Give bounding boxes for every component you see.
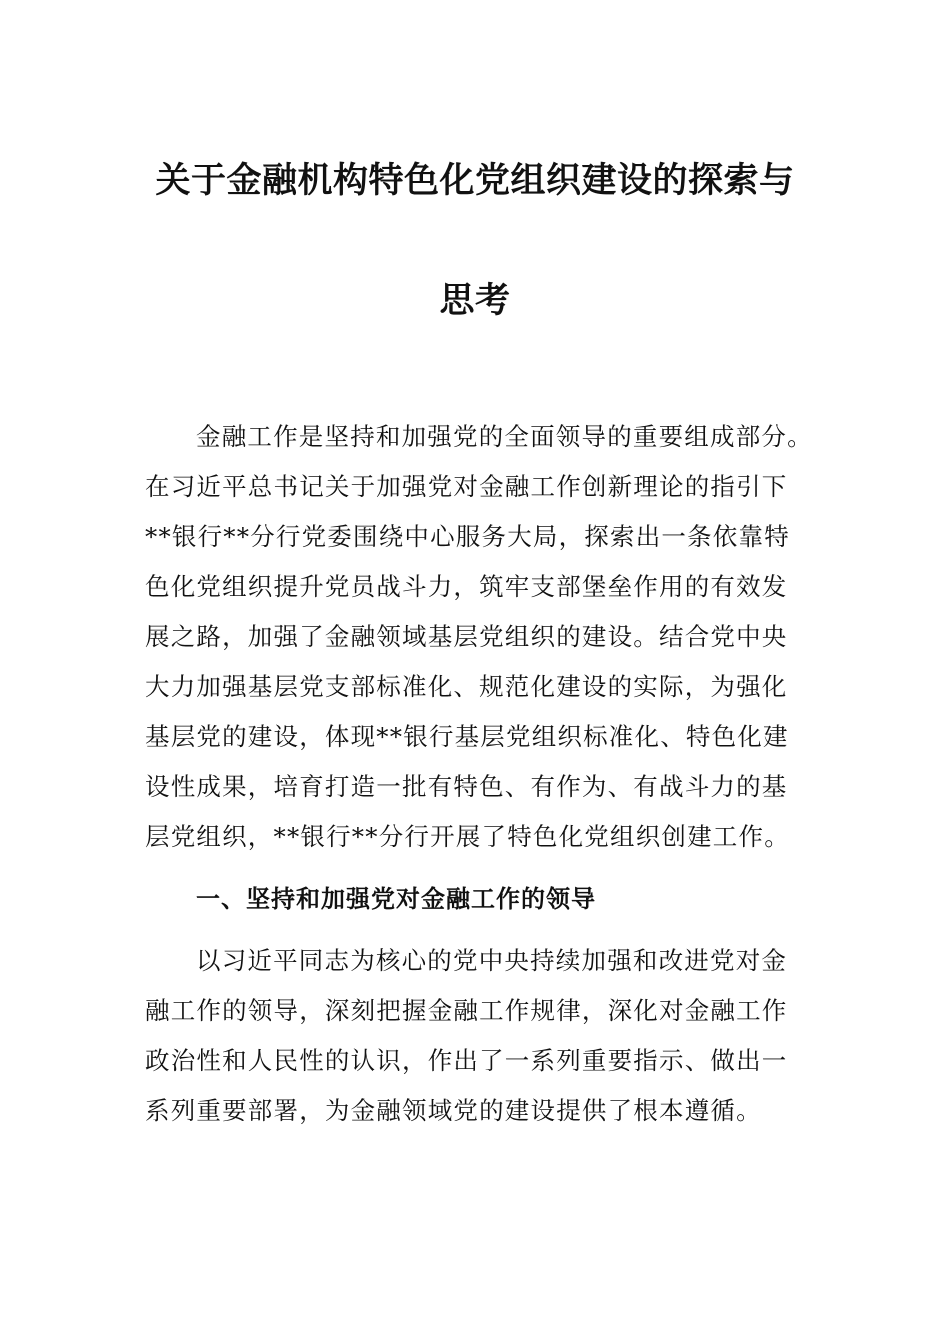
paragraph-line: 在习近平总书记关于加强党对金融工作创新理论的指引下: [145, 472, 788, 501]
paragraph-line: 融工作的领导，深刻把握金融工作规律，深化对金融工作: [145, 996, 788, 1025]
section-heading-1: 一、坚持和加强党对金融工作的领导: [196, 885, 596, 913]
paragraph-line: 金融工作是坚持和加强党的全面领导的重要组成部分。: [196, 422, 813, 451]
paragraph-line: 政治性和人民性的认识，作出了一系列重要指示、做出一: [145, 1046, 788, 1075]
paragraph-line: 层党组织，**银行**分行开展了特色化党组织创建工作。: [145, 822, 790, 851]
paragraph-line: **银行**分行党委围绕中心服务大局，探索出一条依靠特: [145, 522, 790, 551]
paragraph-line: 设性成果，培育打造一批有特色、有作为、有战斗力的基: [145, 772, 788, 801]
paragraph-line: 色化党组织提升党员战斗力，筑牢支部堡垒作用的有效发: [145, 572, 788, 601]
paragraph-line: 系列重要部署，为金融领域党的建设提供了根本遵循。: [145, 1096, 762, 1125]
paragraph-line: 基层党的建设，体现**银行基层党组织标准化、特色化建: [145, 722, 789, 751]
paragraph-line: 以习近平同志为核心的党中央持续加强和改进党对金: [196, 946, 788, 975]
paragraph-line: 大力加强基层党支部标准化、规范化建设的实际，为强化: [145, 672, 788, 701]
paragraph-line: 展之路，加强了金融领域基层党组织的建设。结合党中央: [145, 622, 788, 651]
document-title-line-2: 思考: [439, 280, 511, 321]
document-title-line-1: 关于金融机构特色化党组织建设的探索与: [155, 160, 795, 201]
